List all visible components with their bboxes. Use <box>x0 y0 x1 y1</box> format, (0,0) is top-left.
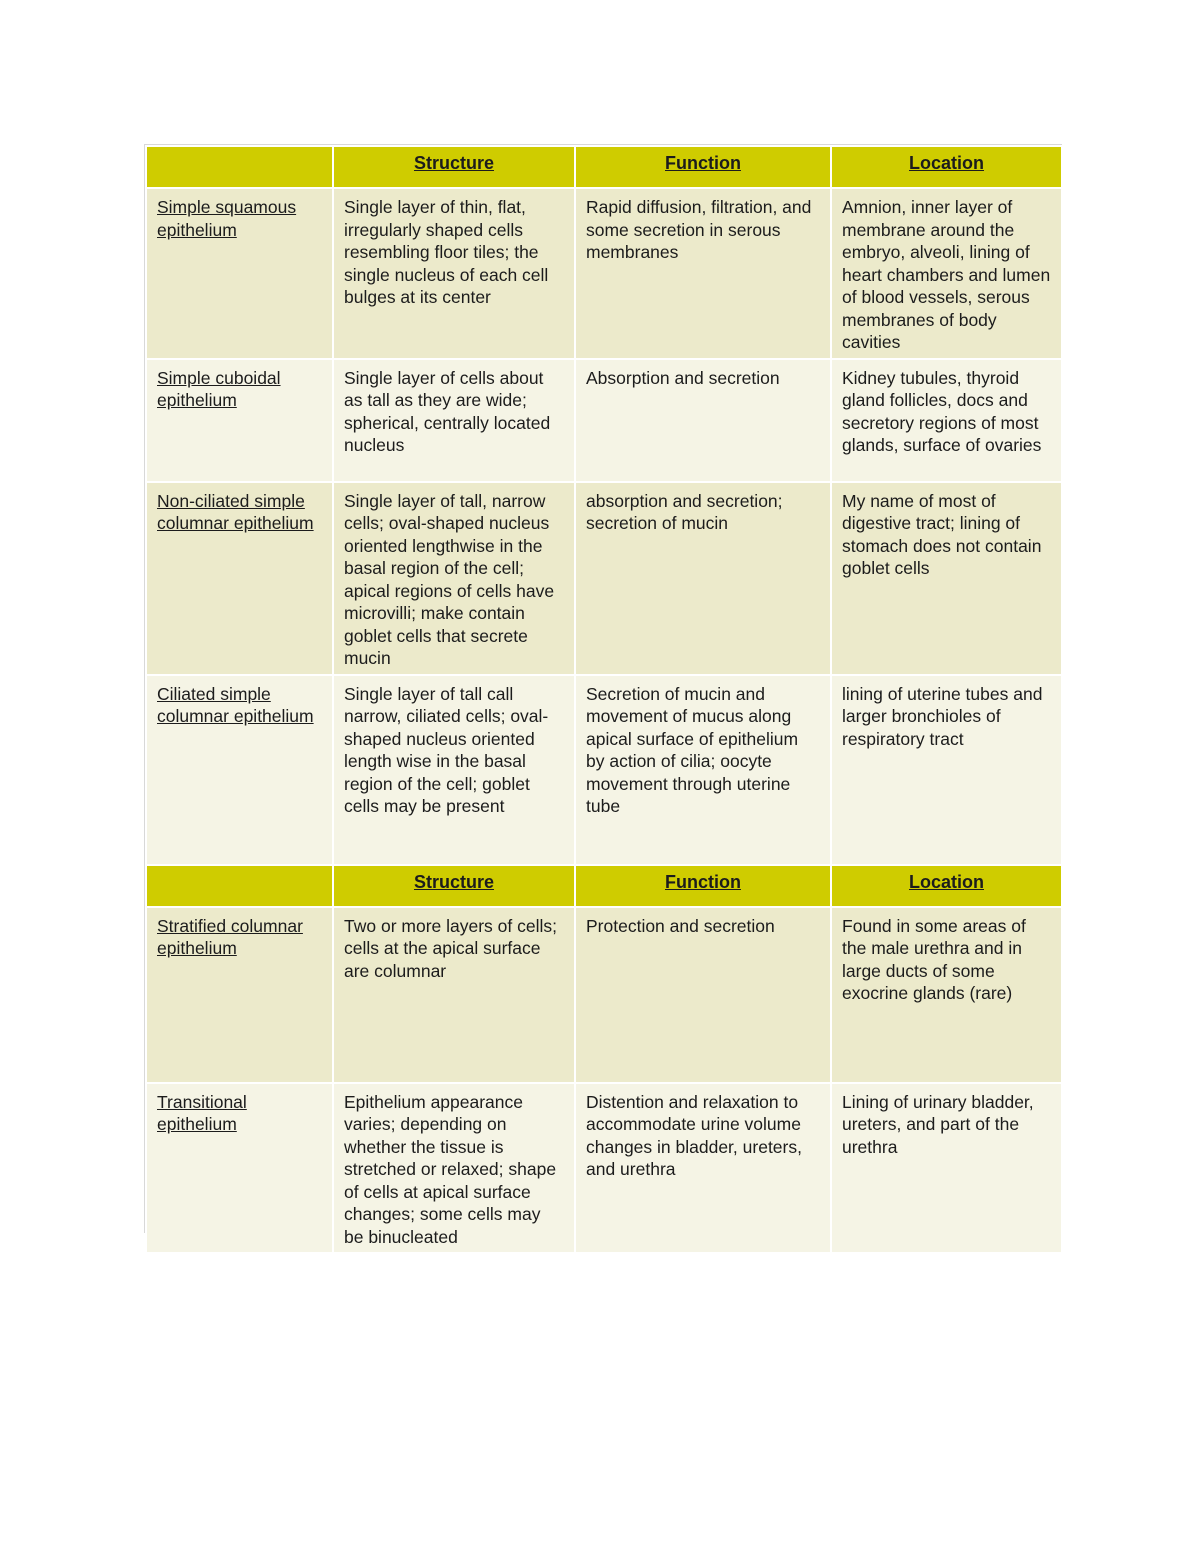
location-cell: Amnion, inner layer of membrane around the embryo, alveoli, lining of heart chambers and lumen of blood vessels, serous membranes of body cavities <box>831 188 1062 359</box>
function-cell: Rapid diffusion, filtration, and some secretion in serous membranes <box>575 188 831 359</box>
tissue-name: Simple squamous epithelium <box>157 197 297 240</box>
structure-cell: Epithelium appearance varies; depending on whether the tissue is stretched or relaxed; shape of cells at apical surface changes; some cells may be binucleated <box>333 1083 575 1254</box>
location-cell: Kidney tubules, thyroid gland follicles, docs and secretory regions of most glands, surface of ovaries <box>831 359 1062 482</box>
function-cell: Secretion of mucin and movement of mucus along apical surface of epithelium by action of cilia; oocyte movement through uterine tube <box>575 675 831 865</box>
header-cell-structure: Structure <box>333 865 575 907</box>
tissue-name-cell <box>146 675 333 865</box>
function-cell: Distention and relaxation to accommodate urine volume changes in bladder, ureters, and urethra <box>575 1083 831 1254</box>
function-cell: Absorption and secretion <box>575 359 831 482</box>
location-cell: lining of uterine tubes and larger bronchioles of respiratory tract <box>831 675 1062 865</box>
header-cell-function: Function <box>575 865 831 907</box>
table-row <box>146 188 1062 359</box>
tissue-name-cell <box>146 482 333 675</box>
location-cell: My name of most of digestive tract; lining of stomach does not contain goblet cells <box>831 482 1062 675</box>
structure-cell: Single layer of cells about as tall as they are wide; spherical, centrally located nucleus <box>333 359 575 482</box>
tissue-name: Transitional epithelium <box>157 1091 247 1134</box>
table-row <box>146 482 1062 675</box>
structure-cell: Single layer of tall call narrow, ciliated cells; oval-shaped nucleus oriented length wise in the basal region of the cell; goblet cells may be present <box>333 675 575 865</box>
header-cell-location: Location <box>831 865 1062 907</box>
table1-header-row <box>146 146 1062 188</box>
tissue-name-cell <box>146 1083 333 1254</box>
table-row <box>146 675 1062 865</box>
table-row <box>146 359 1062 482</box>
table2-header-row <box>146 865 1062 907</box>
tissue-name: Stratified columnar epithelium <box>157 915 303 958</box>
tissue-name-cell <box>146 359 333 482</box>
table-row <box>146 1083 1062 1254</box>
tissue-name: Non-ciliated simple columnar epithelium <box>157 490 314 533</box>
structure-cell: Single layer of tall, narrow cells; oval-shaped nucleus oriented lengthwise in the basal region of the cell; apical regions of cells have microvilli; make contain goblet cells that secrete mucin <box>333 482 575 675</box>
tissue-name-cell <box>146 188 333 359</box>
location-cell: Lining of urinary bladder, ureters, and part of the urethra <box>831 1083 1062 1254</box>
tissue-name: Ciliated simple columnar epithelium <box>157 683 314 726</box>
location-cell: Found in some areas of the male urethra and in large ducts of some exocrine glands (rare) <box>831 907 1062 1083</box>
table-row <box>146 907 1062 1083</box>
function-cell: absorption and secretion; secretion of mucin <box>575 482 831 675</box>
header-cell-blank <box>146 146 333 188</box>
structure-cell: Two or more layers of cells; cells at the apical surface are columnar <box>333 907 575 1083</box>
header-cell-function: Function <box>575 146 831 188</box>
structure-cell: Single layer of thin, flat, irregularly shaped cells resembling floor tiles; the single nucleus of each cell bulges at its center <box>333 188 575 359</box>
header-cell-structure: Structure <box>333 146 575 188</box>
header-cell-blank <box>146 865 333 907</box>
tissue-name-cell <box>146 907 333 1083</box>
header-cell-location: Location <box>831 146 1062 188</box>
epithelium-table <box>145 145 1063 1254</box>
function-cell: Protection and secretion <box>575 907 831 1083</box>
tissue-name: Simple cuboidal epithelium <box>157 367 281 410</box>
